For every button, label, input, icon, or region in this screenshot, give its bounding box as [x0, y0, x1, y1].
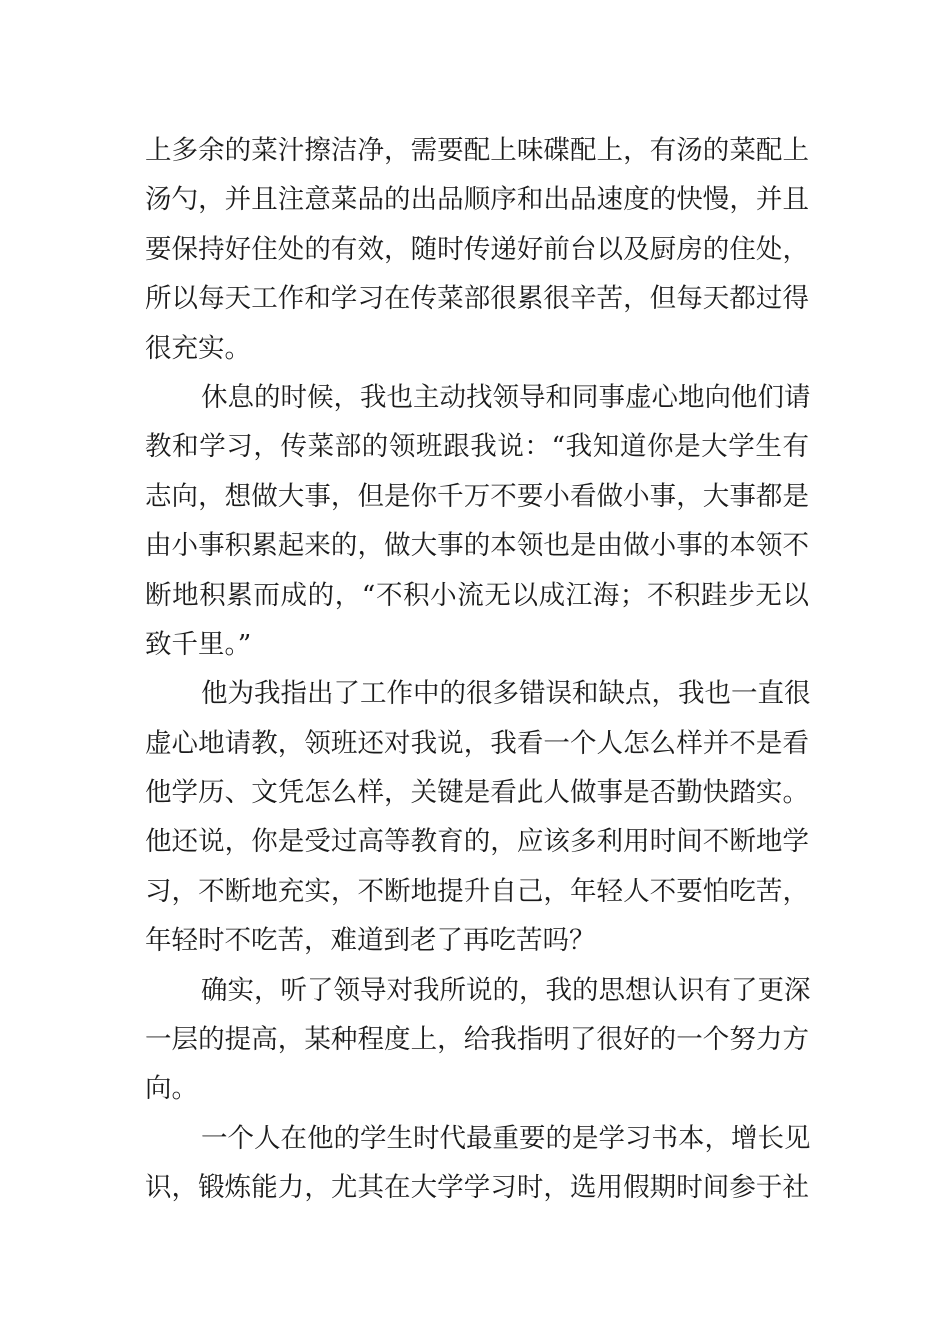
text-line: 一层的提高，某种程度上，给我指明了很好的一个努力方: [145, 1024, 809, 1056]
text-line: 致千里。”: [145, 628, 252, 660]
text-line: 上多余的菜汁擦洁净，需要配上味碟配上，有汤的菜配上: [145, 135, 809, 166]
text-line: 确实，听了领导对我所说的，我的思想认识有了更深: [201, 974, 811, 1006]
text-line: 志向，想做大事，但是你千万不要小看做小事，大事都是: [145, 480, 809, 512]
paragraph: [145, 126, 809, 373]
paragraph: [145, 373, 809, 669]
text-line: 他学历、文凭怎么样，关键是看此人做事是否勤快踏实。: [145, 777, 809, 809]
text-line: 他为我指出了工作中的很多错误和缺点，我也一直很: [201, 678, 811, 710]
text-line: 汤勺，并且注意菜品的出品顺序和出品速度的快慢，并且: [145, 184, 809, 216]
paragraph: [145, 669, 809, 965]
body-text: [145, 126, 809, 1213]
text-line: 他还说，你是受过高等教育的，应该多利用时间不断地学: [145, 826, 809, 858]
text-line: 年轻时不吃苦，难道到老了再吃苦吗？: [145, 925, 596, 957]
text-line: 休息的时候，我也主动找领导和同事虚心地向他们请: [201, 381, 811, 413]
text-line: 要保持好住处的有效，随时传递好前台以及厨房的住处，: [145, 233, 809, 265]
text-line: 由小事积累起来的，做大事的本领也是由做小事的本领不: [145, 530, 809, 562]
text-line: 很充实。: [145, 332, 251, 364]
text-line: 一个人在他的学生时代最重要的是学习书本，增长见: [201, 1122, 811, 1154]
text-line: 断地积累而成的，“不积小流无以成江海；不积跬步无以: [145, 579, 809, 611]
paragraph: [145, 966, 809, 1114]
paragraph: [145, 1114, 809, 1213]
text-line: 虚心地请教，领班还对我说，我看一个人怎么样并不是看: [145, 727, 809, 759]
text-line: 所以每天工作和学习在传菜部很累很辛苦，但每天都过得: [145, 283, 809, 315]
text-line: 识，锻炼能力，尤其在大学学习时，选用假期时间参于社: [145, 1172, 809, 1204]
text-line: 教和学习，传菜部的领班跟我说：“我知道你是大学生有: [145, 431, 809, 463]
text-line: 向。: [145, 1073, 198, 1105]
text-line: 习，不断地充实，不断地提升自己，年轻人不要怕吃苦，: [145, 875, 809, 907]
